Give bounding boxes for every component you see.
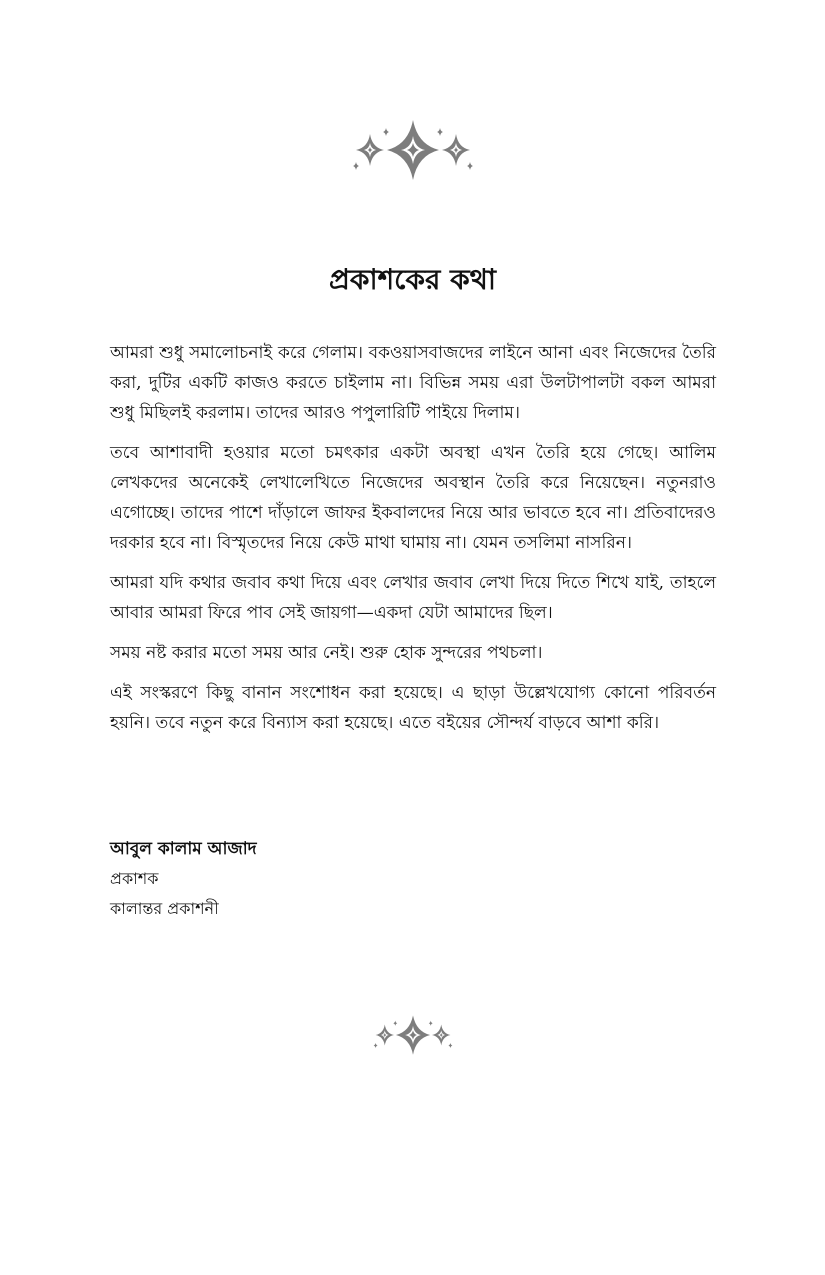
paragraph-5: এই সংস্করণে কিছু বানান সংশোধন করা হয়েছে। এ ছাড়া উল্লেখযোগ্য কোনো পরিবর্তন হয়নি। তবে নতুন করে বিন্যাস করা হয়েছে। এতে বইয়ের সৌন্দর্য বাড়বে আশা করি। — [110, 683, 716, 733]
paragraph-3: আমরা যদি কথার জবাব কথা দিয়ে এবং লেখার জবাব লেখা দিয়ে দিতে শিখে যাই, তাহলে আবার আমরা ফিরে পাব সেই জায়গা—একদা যেটা আমাদের ছিল। — [110, 573, 716, 623]
ornament-bottom-icon — [370, 1014, 456, 1056]
signature-role: প্রকাশক — [110, 869, 159, 888]
signature-organization: কালান্তর প্রকাশনী — [110, 899, 219, 918]
signature-block — [110, 834, 510, 924]
paragraph-1: আমরা শুধু সমালোচনাই করে গেলাম। বকওয়াসবাজদের লাইনে আনা এবং নিজেদের তৈরি করা, দুটির একটি কাজও করতে চাইলাম না। বিভিন্ন সময় এরা উলটাপালটা বকল আমরা শুধু মিছিলই করলাম। তাদের আরও পপুলারিটি পাইয়ে দিলাম। — [110, 343, 716, 423]
ornament-top-icon — [348, 118, 478, 182]
paragraph-4: সময় নষ্ট করার মতো সময় আর নেই। শুরু হোক সুন্দরের পথচলা। — [110, 643, 543, 663]
page-title: প্রকাশকের কথা — [328, 263, 496, 296]
paragraph-2: তবে আশাবাদী হওয়ার মতো চমৎকার একটা অবস্থা এখন তৈরি হয়ে গেছে। আলিম লেখকদের অনেকেই লেখালেখিতে নিজেদের অবস্থান তৈরি করে নিয়েছেন। নতুনরাও এগোচ্ছে। তাদের পাশে দাঁড়ালে জাফর ইকবালদের নিয়ে আর ভাবতে হবে না। প্রতিবাদেরও দরকার হবে না। বিস্মৃতদের নিয়ে কেউ মাথা ঘামায় না। যেমন তসলিমা নাসরিন। — [110, 443, 716, 553]
body-text — [110, 338, 716, 748]
signature-name: আবুল কালাম আজাদ — [110, 839, 257, 859]
